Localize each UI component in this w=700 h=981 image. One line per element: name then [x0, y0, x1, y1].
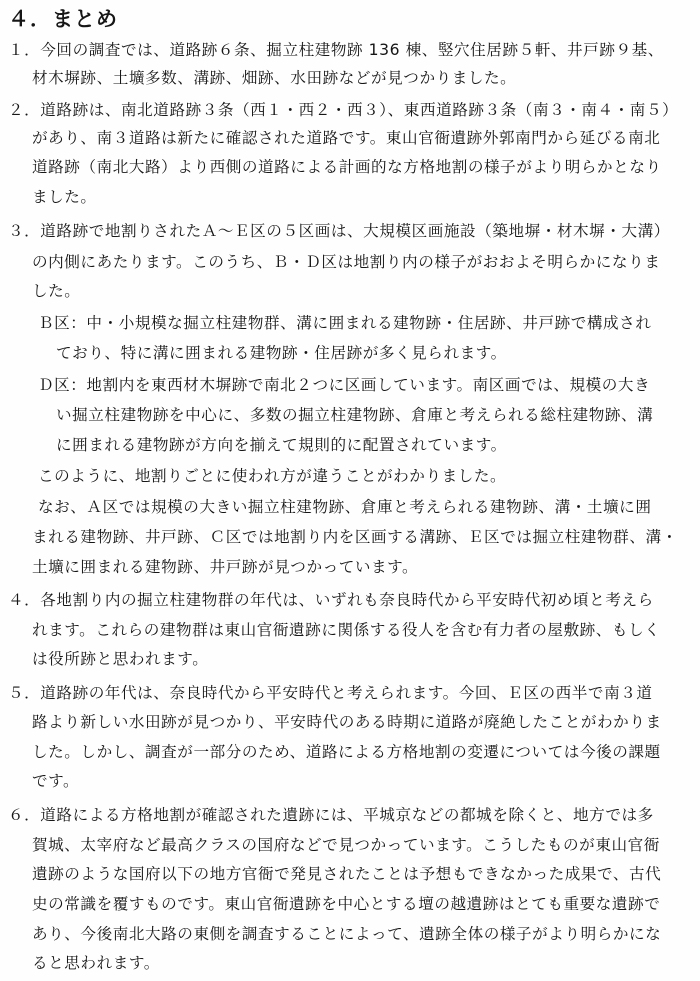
- item-6-line-1: ６．道路による方格地割が確認された遺跡には、平城京などの都城を除くと、地方では多: [8, 806, 654, 824]
- item-2-line-4: ました。: [32, 188, 97, 206]
- item-6-line-6: ると思われます。: [32, 954, 160, 972]
- item-6-line-3: 遺跡のような国府以下の地方官衙で発見されたことは予想もできなかった成果で、古代: [32, 865, 662, 883]
- item-3-line-2: の内側にあたります。このうち、Ｂ・Ｄ区は地割り内の様子がおおよそ明らかになりま: [32, 253, 661, 271]
- item-3-summary: このように、地割りごとに使われ方が違うことがわかりました。: [38, 467, 507, 485]
- section-heading: ４．まとめ: [8, 7, 118, 31]
- item-4-line-1: ４．各地割り内の掘立柱建物群の年代は、いずれも奈良時代から平安時代初め頃と考えら: [8, 591, 654, 609]
- area-d-line-1: Ｄ区：地割内を東西材木塀跡で南北２つに区画しています。南区画では、規模の大き: [38, 376, 651, 394]
- area-b-line-2: ており、特に溝に囲まれる建物跡・住居跡が多く見られます。: [56, 344, 507, 362]
- item-6-line-2: 賀城、太宰府など最高クラスの国府などで見つかっています。こうしたものが東山官衙: [32, 836, 660, 854]
- item-3-note-line-1: なお、Ａ区では規模の大きい掘立柱建物跡、倉庫と考えられる建物跡、溝・土壙に囲: [38, 498, 652, 516]
- item-5-line-3: した。しかし、調査が一部分のため、道路による方格地割の変遷については今後の課題: [32, 743, 661, 761]
- item-5-line-4: です。: [32, 772, 80, 790]
- item-3-note-line-3: 土壙に囲まれる建物跡、井戸跡が見つかっています。: [32, 558, 419, 576]
- area-d-line-3: に囲まれる建物跡が方向を揃えて規則的に配置されています。: [56, 436, 507, 454]
- item-2-line-1: ２．道路跡は、南北道路跡３条（西１・西２・西３）、東西道路跡３条（南３・南４・南５）: [8, 101, 679, 119]
- item-2-line-3: 道路跡（南北大路）より西側の道路による計画的な方格地割の様子がより明らかとなり: [32, 158, 662, 176]
- item-3-line-3: した。: [32, 282, 81, 300]
- item-1-line-1: １．今回の調査では、道路跡６条、掘立柱建物跡 136 棟、竪穴住居跡５軒、井戸跡９基、: [8, 41, 664, 59]
- item-3-note-line-2: まれる建物跡、井戸跡、Ｃ区では地割り内を区画する溝跡、Ｅ区では掘立柱建物群、溝・: [32, 528, 678, 546]
- area-b-line-1: Ｂ区：中・小規模な掘立柱建物群、溝に囲まれる建物跡・住居跡、井戸跡で構成され: [38, 314, 652, 332]
- item-5-line-1: ５．道路跡の年代は、奈良時代から平安時代と考えられます。今回、Ｅ区の西半で南３道: [8, 684, 653, 702]
- item-2-line-2: があり、南３道路は新たに確認された道路です。東山官衙遺跡外郭南門から延びる南北: [32, 129, 661, 147]
- item-6-line-5: あり、今後南北大路の東側を調査することによって、遺跡全体の様子がより明らかにな: [32, 925, 662, 943]
- item-3-line-1: ３．道路跡で地割りされたＡ～Ｅ区の５区画は、大規模区画施設（築地塀・材木塀・大溝）: [8, 222, 670, 240]
- item-4-line-2: れます。これらの建物群は東山官衙遺跡に関係する役人を含む有力者の屋敷跡、もしく: [32, 621, 661, 639]
- item-6-line-4: 史の常識を覆すものです。東山官衙遺跡を中心とする壇の越遺跡はとても重要な遺跡で: [32, 895, 661, 913]
- item-1-line-2: 材木塀跡、土壙多数、溝跡、畑跡、水田跡などが見つかりました。: [32, 69, 517, 87]
- item-5-line-2: 路より新しい水田跡が見つかり、平安時代のある時期に道路が廃絶したことがわかりま: [32, 713, 662, 731]
- item-4-line-3: は役所跡と思われます。: [32, 650, 209, 668]
- area-d-line-2: い掘立柱建物跡を中心に、多数の掘立柱建物跡、倉庫と考えられる総柱建物跡、溝: [56, 406, 654, 424]
